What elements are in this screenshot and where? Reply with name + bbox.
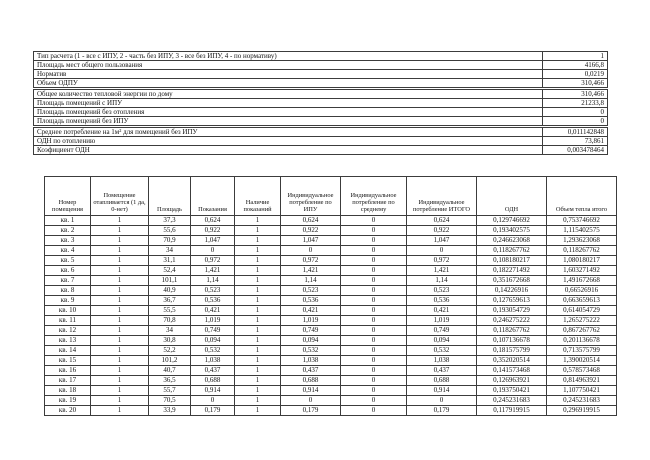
cell: 1 [91, 396, 149, 406]
cell: 1,390020514 [547, 356, 617, 366]
summary-row-value: 0,003478464 [542, 145, 608, 155]
cell: 1,038 [407, 356, 477, 366]
cell: 1 [235, 336, 281, 346]
cell: 36,7 [149, 296, 191, 306]
cell: 1 [235, 316, 281, 326]
header-cell: Индивидуальное потребление по ИПУ [281, 177, 341, 216]
table-row [45, 276, 617, 286]
cell: 1 [91, 356, 149, 366]
cell: 1,491672668 [547, 276, 617, 286]
cell: 30,8 [149, 336, 191, 346]
table-row [45, 336, 617, 346]
cell: 0 [341, 366, 407, 376]
cell: 0,118267762 [477, 246, 547, 256]
table-row [45, 406, 617, 416]
cell: 1 [235, 306, 281, 316]
summary-row-label: Объем ОДПУ [33, 78, 543, 88]
cell: 1 [235, 396, 281, 406]
cell: 0,127659613 [477, 296, 547, 306]
cell: 0 [191, 396, 235, 406]
apartment-number-cell: кв. 6 [45, 266, 91, 276]
cell: 0,193402575 [477, 226, 547, 236]
cell: 0,094 [191, 336, 235, 346]
cell: 101,1 [149, 276, 191, 286]
cell: 0,437 [407, 366, 477, 376]
cell: 0,182271492 [477, 266, 547, 276]
summary-row-label: ОДН по отоплению [33, 136, 543, 146]
summary-row-value: 0,0219 [542, 69, 608, 79]
cell: 1 [91, 386, 149, 396]
cell: 1,265275222 [547, 316, 617, 326]
apartment-number-cell: кв. 19 [45, 396, 91, 406]
summary-row-value: 21233,8 [542, 98, 608, 108]
apartment-number-cell: кв. 8 [45, 286, 91, 296]
cell: 1 [235, 346, 281, 356]
cell: 1,080180217 [547, 256, 617, 266]
apartments-table [44, 176, 617, 416]
cell: 0,972 [281, 256, 341, 266]
table-row [45, 266, 617, 276]
cell: 0,713575799 [547, 346, 617, 356]
cell: 0,753746692 [547, 216, 617, 226]
cell: 0 [407, 396, 477, 406]
summary-row [33, 78, 608, 88]
cell: 1 [235, 236, 281, 246]
cell: 1 [91, 406, 149, 416]
apartment-number-cell: кв. 15 [45, 356, 91, 366]
cell: 31,1 [149, 256, 191, 266]
apartment-number-cell: кв. 3 [45, 236, 91, 246]
cell: 101,2 [149, 356, 191, 366]
cell: 1 [235, 366, 281, 376]
cell: 0,749 [281, 326, 341, 336]
cell: 0,922 [281, 226, 341, 236]
table-row [45, 326, 617, 336]
cell: 0 [341, 306, 407, 316]
cell: 1 [91, 286, 149, 296]
cell: 0,663659613 [547, 296, 617, 306]
cell: 0 [281, 246, 341, 256]
table-row [45, 246, 617, 256]
table-row [45, 376, 617, 386]
table-row [45, 386, 617, 396]
cell: 0,688 [281, 376, 341, 386]
cell: 0,536 [407, 296, 477, 306]
cell: 1 [235, 386, 281, 396]
cell: 0,532 [407, 346, 477, 356]
table-row [45, 236, 617, 246]
cell: 0,624 [407, 216, 477, 226]
cell: 1 [91, 256, 149, 266]
cell: 1 [235, 296, 281, 306]
cell: 0,437 [281, 366, 341, 376]
header-cell: Помещение отапливается (1 да, 0-нет) [91, 177, 149, 216]
cell: 37,3 [149, 216, 191, 226]
cell: 0 [341, 376, 407, 386]
cell: 1,047 [407, 236, 477, 246]
cell: 1 [91, 296, 149, 306]
cell: 0,972 [191, 256, 235, 266]
cell: 0 [191, 246, 235, 256]
cell: 1,14 [407, 276, 477, 286]
summary-row-label: Тип расчета (1 - все с ИПУ, 2 - часть без ИПУ, 3 - все без ИПУ, 4 - по нормативу) [33, 51, 543, 61]
summary-table [33, 52, 608, 155]
header-cell: Индивидуальное потребление ИТОГО [407, 177, 477, 216]
cell: 0,108180217 [477, 256, 547, 266]
cell: 0,352020514 [477, 356, 547, 366]
cell: 70,9 [149, 236, 191, 246]
summary-row-value: 0 [542, 107, 608, 117]
cell: 0,421 [281, 306, 341, 316]
cell: 0,245231683 [477, 396, 547, 406]
cell: 0,523 [407, 286, 477, 296]
cell: 0,523 [191, 286, 235, 296]
cell: 0 [341, 316, 407, 326]
summary-row-label: Коэфициент ОДН [33, 145, 543, 155]
cell: 0 [341, 396, 407, 406]
cell: 1,047 [281, 236, 341, 246]
cell: 0,624 [281, 216, 341, 226]
cell: 34 [149, 246, 191, 256]
cell: 1,038 [191, 356, 235, 366]
cell: 0,118267762 [547, 246, 617, 256]
apartment-number-cell: кв. 12 [45, 326, 91, 336]
apartment-number-cell: кв. 13 [45, 336, 91, 346]
apartment-number-cell: кв. 9 [45, 296, 91, 306]
cell: 0 [341, 296, 407, 306]
cell: 55,7 [149, 386, 191, 396]
cell: 1,421 [191, 266, 235, 276]
cell: 1 [91, 336, 149, 346]
cell: 52,4 [149, 266, 191, 276]
apartment-number-cell: кв. 14 [45, 346, 91, 356]
header-cell: Площадь [149, 177, 191, 216]
summary-row [33, 116, 608, 126]
cell: 36,5 [149, 376, 191, 386]
cell: 1 [235, 216, 281, 226]
cell: 0,296919915 [547, 406, 617, 416]
cell: 0,245231683 [547, 396, 617, 406]
cell: 0,179 [407, 406, 477, 416]
cell: 0,179 [191, 406, 235, 416]
cell: 33,9 [149, 406, 191, 416]
cell: 70,5 [149, 396, 191, 406]
cell: 1 [91, 346, 149, 356]
cell: 0,914 [191, 386, 235, 396]
cell: 0,421 [407, 306, 477, 316]
cell: 1,019 [407, 316, 477, 326]
cell: 0,914 [281, 386, 341, 396]
cell: 1 [91, 316, 149, 326]
cell: 1,047 [191, 236, 235, 246]
cell: 1 [91, 376, 149, 386]
summary-row-label: Площадь мест общего пользования [33, 60, 543, 70]
table-row [45, 346, 617, 356]
cell: 1 [235, 356, 281, 366]
summary-row-value: 1 [542, 51, 608, 61]
cell: 55,5 [149, 306, 191, 316]
cell: 1 [235, 256, 281, 266]
cell: 0 [341, 326, 407, 336]
cell: 0,614054729 [547, 306, 617, 316]
cell: 1,019 [281, 316, 341, 326]
summary-row-label: Норматив [33, 69, 543, 79]
summary-row-value: 310,466 [542, 78, 608, 88]
apartment-number-cell: кв. 18 [45, 386, 91, 396]
summary-row-value: 0,011142848 [542, 127, 608, 137]
cell: 0,536 [191, 296, 235, 306]
cell: 0,578573468 [547, 366, 617, 376]
apartment-number-cell: кв. 10 [45, 306, 91, 316]
cell: 0,624 [191, 216, 235, 226]
cell: 1,421 [281, 266, 341, 276]
header-cell: Наличие показаний [235, 177, 281, 216]
cell: 1,421 [407, 266, 477, 276]
table-row [45, 216, 617, 226]
table-row [45, 306, 617, 316]
cell: 1 [91, 276, 149, 286]
table-row [45, 286, 617, 296]
summary-row-label: Площадь помещений без ИПУ [33, 116, 543, 126]
cell: 1 [91, 226, 149, 236]
cell: 0 [341, 246, 407, 256]
cell: 0 [341, 406, 407, 416]
apartment-number-cell: кв. 5 [45, 256, 91, 266]
cell: 0,193750421 [477, 386, 547, 396]
cell: 0,351672668 [477, 276, 547, 286]
cell: 1 [91, 246, 149, 256]
cell: 0,118267762 [477, 326, 547, 336]
cell: 0 [341, 336, 407, 346]
apartment-number-cell: кв. 1 [45, 216, 91, 226]
cell: 1 [235, 266, 281, 276]
cell: 0 [341, 346, 407, 356]
cell: 1 [235, 376, 281, 386]
cell: 52,2 [149, 346, 191, 356]
cell: 0,922 [191, 226, 235, 236]
apartment-number-cell: кв. 7 [45, 276, 91, 286]
cell: 0,972 [407, 256, 477, 266]
table-row [45, 296, 617, 306]
cell: 0 [407, 246, 477, 256]
cell: 0 [341, 386, 407, 396]
cell: 40,7 [149, 366, 191, 376]
cell: 0 [281, 396, 341, 406]
cell: 1,293623068 [547, 236, 617, 246]
cell: 0,129746692 [477, 216, 547, 226]
apartment-number-cell: кв. 17 [45, 376, 91, 386]
cell: 0,179 [281, 406, 341, 416]
cell: 1,603271492 [547, 266, 617, 276]
header-cell: Объем тепла итого [547, 177, 617, 216]
cell: 34 [149, 326, 191, 336]
cell: 40,9 [149, 286, 191, 296]
cell: 0,688 [191, 376, 235, 386]
cell: 0,523 [281, 286, 341, 296]
summary-row-value: 73,861 [542, 136, 608, 146]
cell: 0,14226916 [477, 286, 547, 296]
cell: 0,201136678 [547, 336, 617, 346]
cell: 0,536 [281, 296, 341, 306]
cell: 0,914 [407, 386, 477, 396]
cell: 0 [341, 256, 407, 266]
cell: 1,14 [281, 276, 341, 286]
cell: 1,038 [281, 356, 341, 366]
cell: 1 [91, 306, 149, 316]
summary-row-value: 4166,8 [542, 60, 608, 70]
cell: 0,437 [191, 366, 235, 376]
summary-row-value: 310,466 [542, 89, 608, 99]
cell: 70,8 [149, 316, 191, 326]
summary-row [33, 145, 608, 155]
cell: 0,421 [191, 306, 235, 316]
cell: 1 [91, 366, 149, 376]
summary-row-label: Среднее потребление на 1м² для помещений без ИПУ [33, 127, 543, 137]
header-cell: Индивидуальное потребление по среднему [341, 177, 407, 216]
cell: 1 [235, 226, 281, 236]
table-row [45, 366, 617, 376]
cell: 0,66526916 [547, 286, 617, 296]
summary-row-label: Общее количество тепловой энергии по дому [33, 89, 543, 99]
table-row [45, 396, 617, 406]
cell: 0 [341, 266, 407, 276]
apartment-number-cell: кв. 4 [45, 246, 91, 256]
cell: 1 [235, 326, 281, 336]
cell: 1,115402575 [547, 226, 617, 236]
summary-row-value: 0 [542, 116, 608, 126]
cell: 0 [341, 356, 407, 366]
cell: 1 [235, 286, 281, 296]
cell: 0,246275222 [477, 316, 547, 326]
cell: 0,532 [281, 346, 341, 356]
summary-row-label: Площадь помещений без отопления [33, 107, 543, 117]
cell: 0,749 [191, 326, 235, 336]
cell: 0,814963921 [547, 376, 617, 386]
header-cell: Номер помещения [45, 177, 91, 216]
table-row [45, 256, 617, 266]
cell: 0 [341, 226, 407, 236]
header-cell: ОДН [477, 177, 547, 216]
cell: 1,14 [191, 276, 235, 286]
cell: 0,107136678 [477, 336, 547, 346]
cell: 0,922 [407, 226, 477, 236]
cell: 1 [91, 326, 149, 336]
cell: 0,193054729 [477, 306, 547, 316]
apartment-number-cell: кв. 16 [45, 366, 91, 376]
cell: 1 [91, 236, 149, 246]
apartment-number-cell: кв. 11 [45, 316, 91, 326]
cell: 0,117919915 [477, 406, 547, 416]
cell: 0,126963921 [477, 376, 547, 386]
table-row [45, 356, 617, 366]
cell: 0 [341, 236, 407, 246]
table-row [45, 226, 617, 236]
header-row [45, 177, 617, 216]
cell: 0,532 [191, 346, 235, 356]
apartment-number-cell: кв. 2 [45, 226, 91, 236]
apartments-table-body [45, 216, 617, 416]
cell: 0,246623068 [477, 236, 547, 246]
cell: 0,181575799 [477, 346, 547, 356]
cell: 0,094 [281, 336, 341, 346]
cell: 1 [235, 246, 281, 256]
cell: 0 [341, 216, 407, 226]
cell: 1 [235, 276, 281, 286]
cell: 1,107750421 [547, 386, 617, 396]
cell: 1,019 [191, 316, 235, 326]
apartments-table-container [44, 176, 617, 416]
cell: 0,688 [407, 376, 477, 386]
cell: 0,141573468 [477, 366, 547, 376]
table-row [45, 316, 617, 326]
cell: 55,6 [149, 226, 191, 236]
header-cell: Показания [191, 177, 235, 216]
cell: 1 [91, 216, 149, 226]
cell: 1 [91, 266, 149, 276]
cell: 0,749 [407, 326, 477, 336]
cell: 0 [341, 276, 407, 286]
cell: 0 [341, 286, 407, 296]
cell: 1 [235, 406, 281, 416]
summary-row-label: Площадь помещений с ИПУ [33, 98, 543, 108]
apartments-table-header [45, 177, 617, 216]
cell: 0,867267762 [547, 326, 617, 336]
apartment-number-cell: кв. 20 [45, 406, 91, 416]
cell: 0,094 [407, 336, 477, 346]
